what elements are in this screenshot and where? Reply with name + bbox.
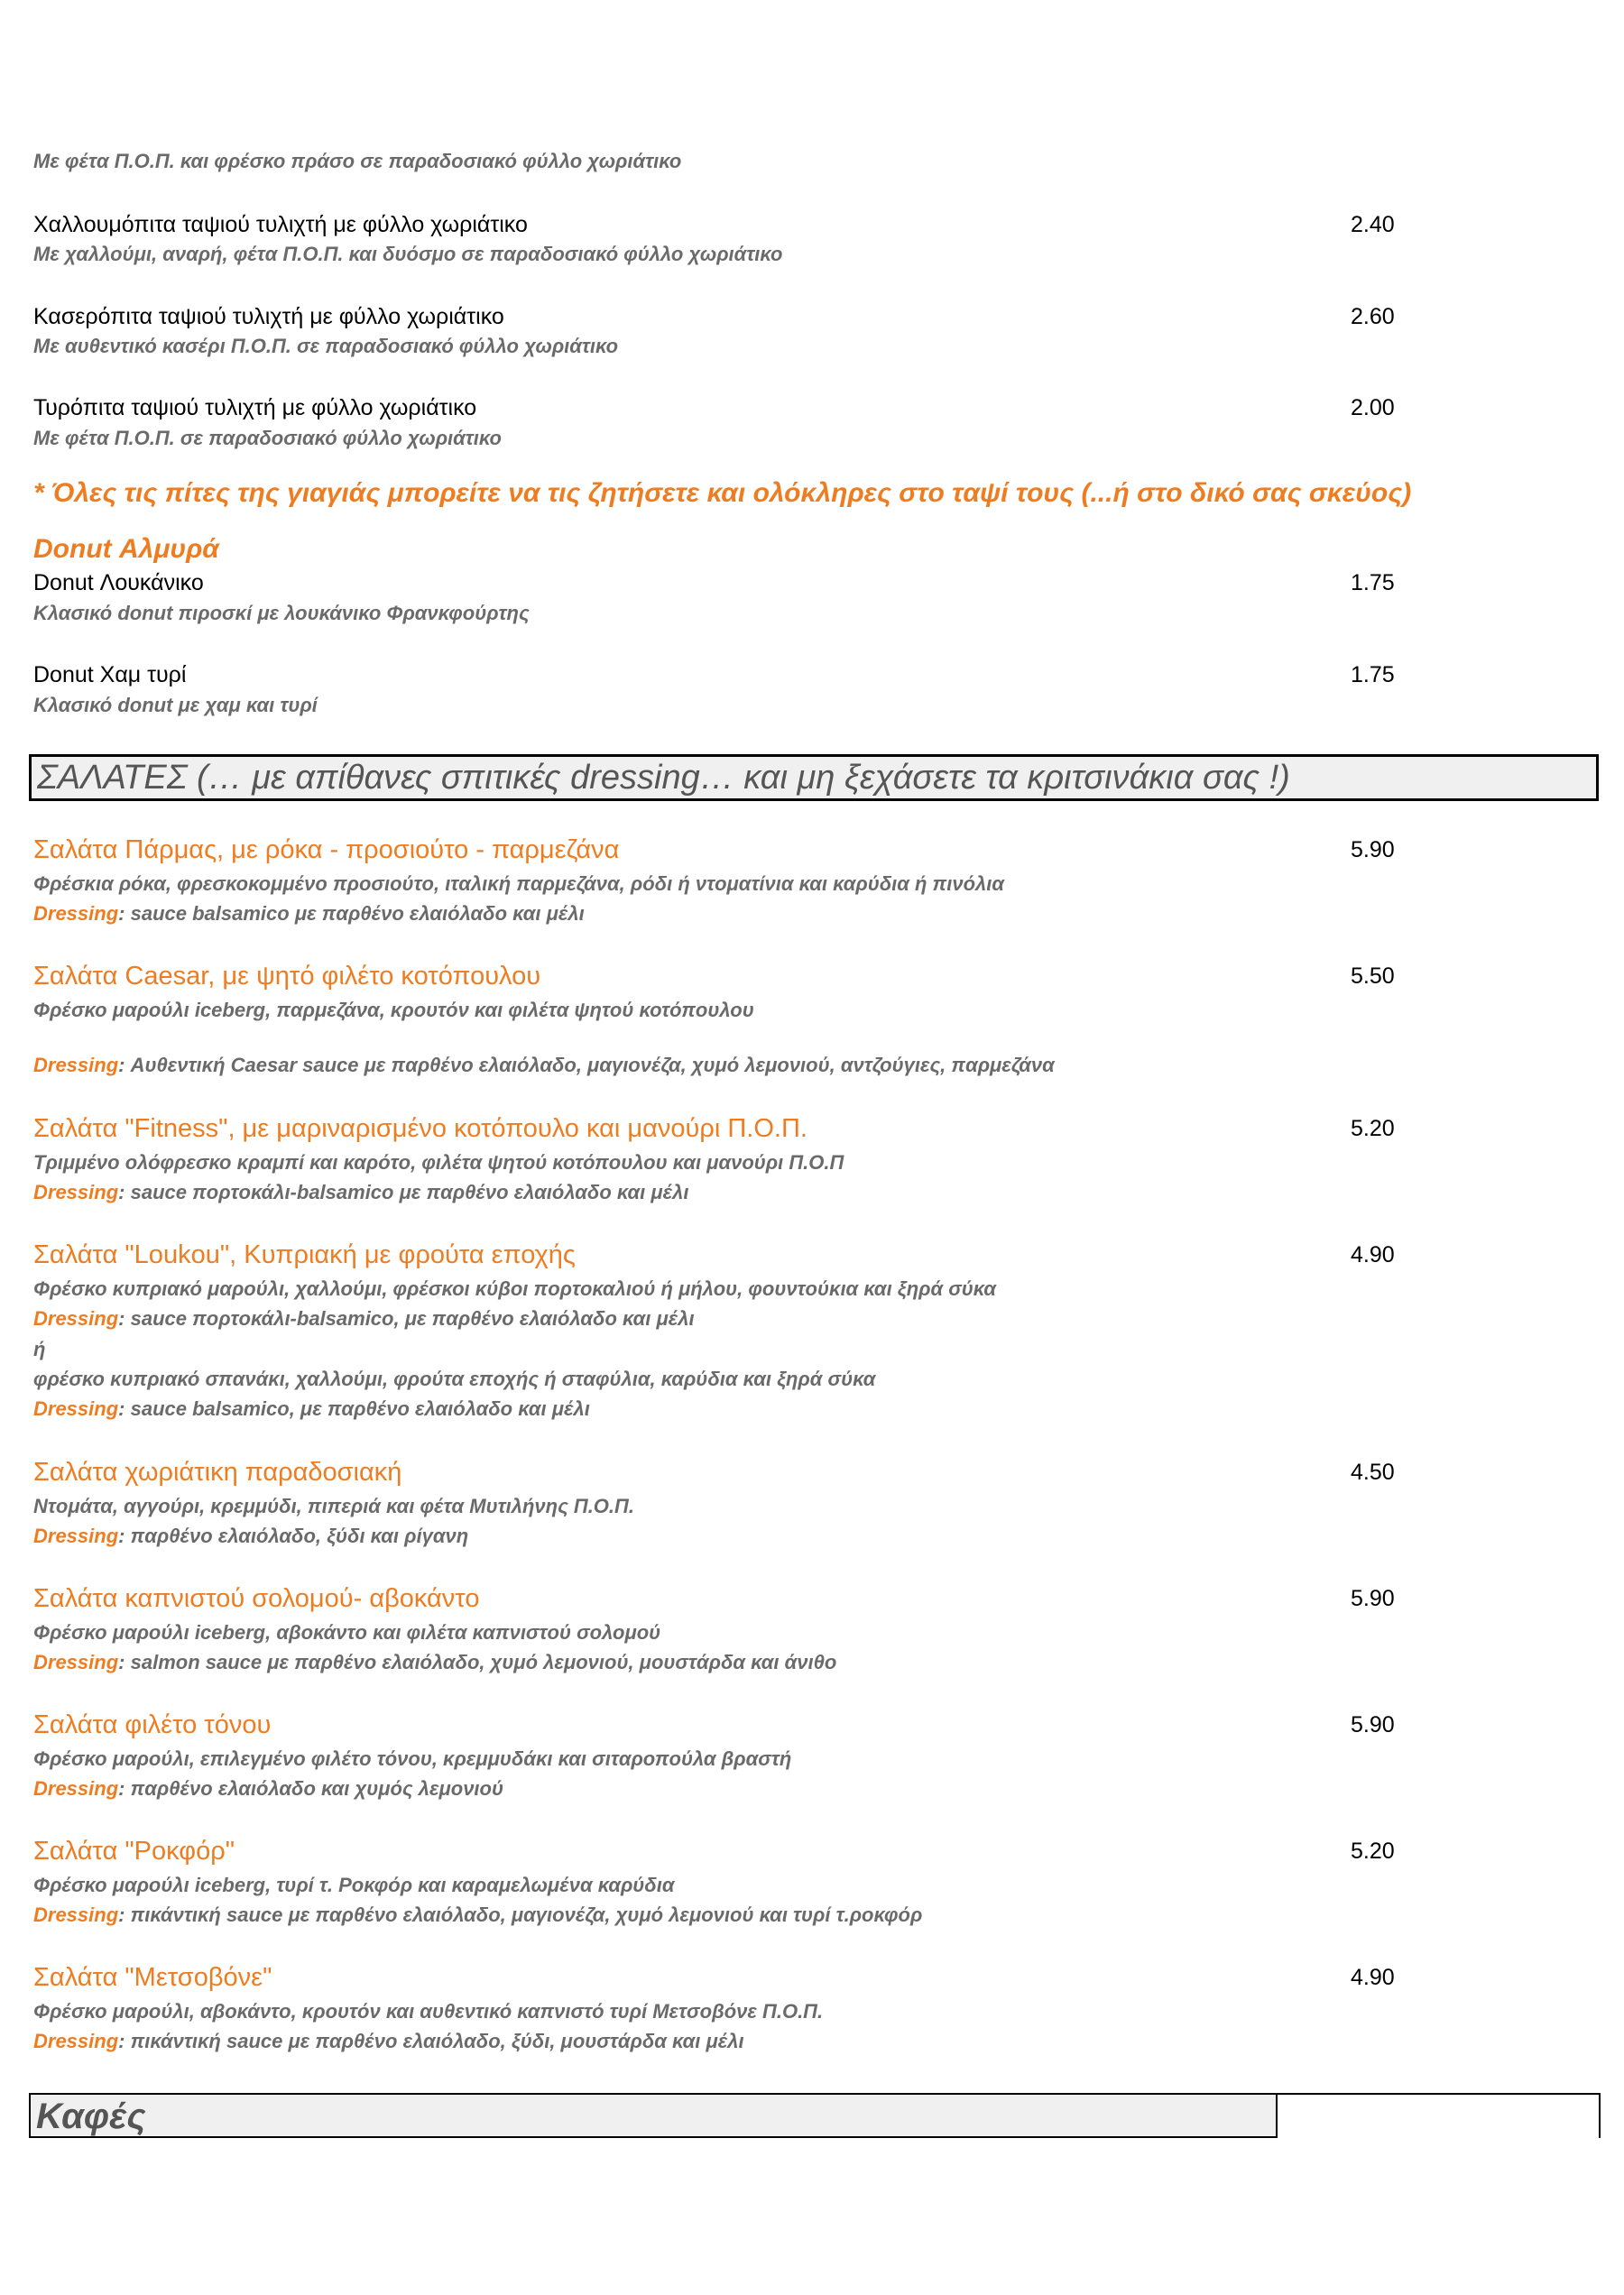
salad-description: Φρέσκο μαρούλι iceberg, τυρί τ. Ροκφόρ και καραμελωμένα καρύδια (33, 1874, 675, 1896)
salad-price: 4.90 (1351, 1242, 1395, 1267)
dressing-label: Dressing (33, 1397, 119, 1420)
item-name: Χαλλουμόπιτα ταψιού τυλιχτή με φύλλο χωριάτικο (33, 212, 528, 237)
salads-section-header (29, 754, 1599, 801)
salad-description: Φρέσκο μαρούλι iceberg, αβοκάντο και φιλέτα καπνιστού σολομού (33, 1621, 661, 1644)
salad-price: 4.50 (1351, 1460, 1395, 1485)
salad-price: 5.50 (1351, 963, 1395, 989)
salad-or: ή (33, 1338, 46, 1360)
dressing-label: Dressing (33, 902, 119, 925)
salad-dressing: Dressing: sauce πορτοκάλι-balsamico, με παρθένο ελαιόλαδο και μέλι (33, 1307, 695, 1330)
salad-name: Σαλάτα "Μετσοβόνε" (33, 1963, 272, 1992)
dressing-label: Dressing (33, 1525, 119, 1547)
item-name: Donut Λουκάνικο (33, 570, 204, 595)
dressing-label: Dressing (33, 2030, 119, 2052)
item-price: 2.60 (1351, 304, 1395, 329)
donut-heading: Donut Αλμυρά (33, 534, 219, 564)
salad-dressing: Dressing: sauce πορτοκάλι-balsamico με παρθένο ελαιόλαδο και μέλι (33, 1181, 689, 1203)
salad-dressing: Dressing: sauce balsamico με παρθένο ελαιόλαδο και μέλι (33, 902, 585, 925)
salad-description: Φρέσκο κυπριακό μαρούλι, χαλλούμι, φρέσκοι κύβοι πορτοκαλιού ή μήλου, φουντούκια και ξηρά σύκα (33, 1277, 997, 1300)
salad-name: Σαλάτα "Fitness", με μαριναρισμένο κοτόπουλο και μανούρι Π.Ο.Π. (33, 1114, 807, 1143)
salad-price: 5.90 (1351, 837, 1395, 862)
salad-dressing-alt: Dressing: sauce balsamico, με παρθένο ελαιόλαδο και μέλι (33, 1397, 590, 1420)
salad-price: 5.90 (1351, 1586, 1395, 1611)
item-name: Τυρόπιτα ταψιού τυλιχτή με φύλλο χωριάτικο (33, 395, 477, 420)
item-price: 1.75 (1351, 570, 1395, 595)
salad-price: 5.20 (1351, 1839, 1395, 1864)
salad-price: 5.90 (1351, 1712, 1395, 1737)
salad-name: Σαλάτα Πάρμας, με ρόκα - προσιούτο - παρμεζάνα (33, 835, 620, 864)
salad-dressing: Dressing: παρθένο ελαιόλαδο και χυμός λεμονιού (33, 1777, 503, 1800)
dressing-label: Dressing (33, 1181, 119, 1203)
salad-description: Τριμμένο ολόφρεσκο κραμπί και καρότο, φιλέτα ψητού κοτόπουλου και μανούρι Π.Ο.Π (33, 1151, 844, 1174)
salad-description: Ντομάτα, αγγούρι, κρεμμύδι, πιπεριά και φέτα Μυτιλήνης Π.Ο.Π. (33, 1495, 634, 1517)
salad-dressing: Dressing: Αυθεντική Caesar sauce με παρθένο ελαιόλαδο, μαγιονέζα, χυμό λεμονιού, αντζούγιες, παρμεζάνα (33, 1054, 1055, 1076)
dressing-label: Dressing (33, 1777, 119, 1800)
header-price-cell (1278, 2095, 1599, 2138)
dressing-label: Dressing (33, 1651, 119, 1673)
salad-description: Φρέσκο μαρούλι, αβοκάντο, κρουτόν και αυθεντικό καπνιστό τυρί Μετσοβόνε Π.Ο.Π. (33, 2000, 824, 2023)
salad-dressing: Dressing: πικάντική sauce με παρθένο ελαιόλαδο, μαγιονέζα, χυμό λεμονιού και τυρί τ.ροκφόρ (33, 1903, 923, 1926)
salad-name: Σαλάτα χωριάτικη παραδοσιακή (33, 1458, 402, 1487)
dressing-label: Dressing (33, 1903, 119, 1926)
salad-dressing: Dressing: salmon sauce με παρθένο ελαιόλαδο, χυμό λεμονιού, μουστάρδα και άνιθο (33, 1651, 837, 1673)
salad-name: Σαλάτα καπνιστού σολομού- αβοκάντο (33, 1584, 480, 1613)
pie-leek-description: Με φέτα Π.Ο.Π. και φρέσκο πράσο σε παραδοσιακό φύλλο χωριάτικο (33, 150, 682, 172)
salad-description-alt: φρέσκο κυπριακό σπανάκι, χαλλούμι, φρούτα εποχής ή σταφύλια, καρύδια και ξηρά σύκα (33, 1368, 876, 1390)
salad-price: 5.20 (1351, 1116, 1395, 1141)
item-description: Με φέτα Π.Ο.Π. σε παραδοσιακό φύλλο χωριάτικο (33, 427, 502, 449)
item-description: Με χαλλούμι, αναρή, φέτα Π.Ο.Π. και δυόσμο σε παραδοσιακό φύλλο χωριάτικο (33, 243, 783, 265)
item-price: 1.75 (1351, 662, 1395, 687)
salad-description: Φρέσκο μαρούλι iceberg, παρμεζάνα, κρουτόν και φιλέτα ψητού κοτόπουλου (33, 999, 754, 1021)
dressing-label: Dressing (33, 1307, 119, 1330)
coffee-heading: Καφές (36, 2097, 146, 2136)
item-description: Κλασικό donut με χαμ και τυρί (33, 694, 318, 716)
item-name: Donut Χαμ τυρί (33, 662, 187, 687)
item-price: 2.40 (1351, 212, 1395, 237)
salad-name: Σαλάτα "Loukou", Κυπριακή με φρούτα εποχής (33, 1240, 576, 1269)
coffee-section-header (29, 2093, 1601, 2138)
item-name: Κασερόπιτα ταψιού τυλιχτή με φύλλο χωριάτικο (33, 304, 504, 329)
salad-name: Σαλάτα Caesar, με ψητό φιλέτο κοτόπουλου (33, 962, 541, 991)
salad-description: Φρέσκια ρόκα, φρεσκοκομμένο προσιούτο, ιταλική παρμεζάνα, ρόδι ή ντοματίνια και καρύδια ή πινόλια (33, 872, 1004, 895)
salad-description: Φρέσκο μαρούλι, επιλεγμένο φιλέτο τόνου, κρεμμυδάκι και σιταροπούλα βραστή (33, 1747, 792, 1770)
dressing-label: Dressing (33, 1054, 119, 1076)
item-description: Με αυθεντικό κασέρι Π.Ο.Π. σε παραδοσιακό φύλλο χωριάτικο (33, 335, 619, 357)
salad-name: Σαλάτα φιλέτο τόνου (33, 1710, 272, 1739)
salad-dressing: Dressing: πικάντική sauce με παρθένο ελαιόλαδο, ξύδι, μουστάρδα και μέλι (33, 2030, 744, 2052)
salad-price: 4.90 (1351, 1965, 1395, 1990)
pies-note: * Όλες τις πίτες της γιαγιάς μπορείτε να τις ζητήσετε και ολόκληρες στο ταψί τους (...ή στο δικό σας σκεύος) (33, 478, 1412, 508)
salad-dressing: Dressing: παρθένο ελαιόλαδο, ξύδι και ρίγανη (33, 1525, 469, 1547)
salad-name: Σαλάτα "Ροκφόρ" (33, 1837, 235, 1866)
salads-heading: ΣΑΛΑΤΕΣ (… με απίθανες σπιτικές dressing… και μη ξεχάσετε τα κριτσινάκια σας !) (37, 759, 1290, 797)
item-description: Κλασικό donut πιροσκί με λουκάνικο Φρανκφούρτης (33, 602, 530, 624)
item-price: 2.00 (1351, 395, 1395, 420)
